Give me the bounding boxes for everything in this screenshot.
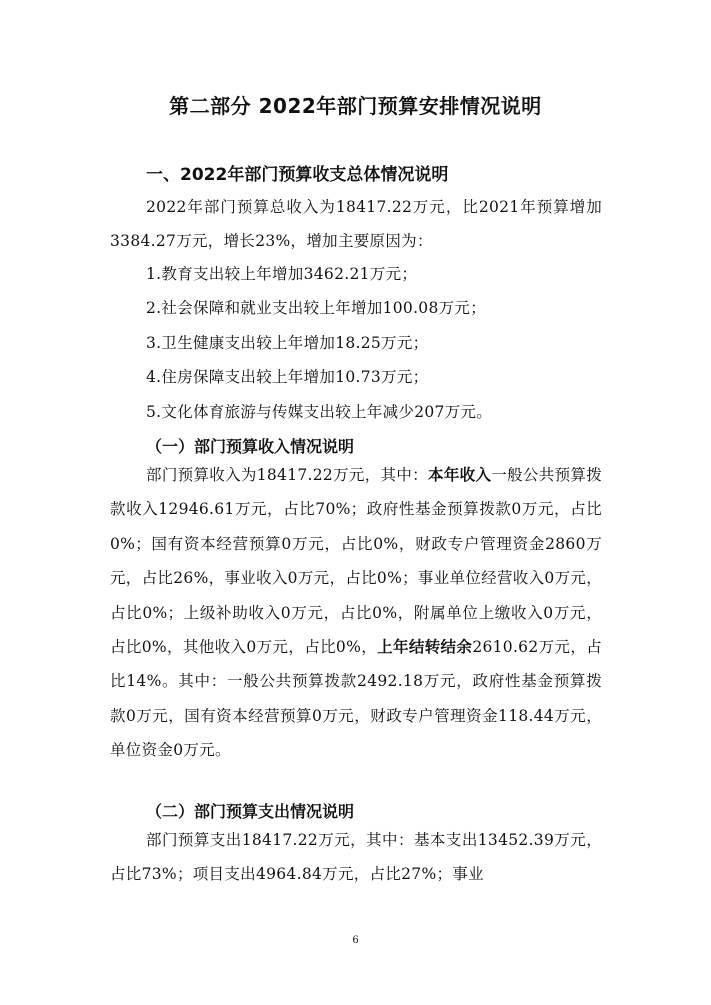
income-text-2: 一般公共预算拨款收入12946.61万元，占比70%；政府性基金预算拨款0万元，占比0%；国有资本经营预算0万元，占比0%，财政专户管理资金2860万元，占比26%，事业收入0万元，占比0%；事业单位经营收入0万元，占比0%；上级补助收入0万元，占比0%，附属单位上缴收入0万元，占比0%，其他收入0万元，占比0%， (110, 466, 603, 657)
reason-item-3: 3.卫生健康支出较上年增加18.25万元； (146, 334, 429, 352)
expense-heading: （二）部门预算支出情况说明 (146, 802, 355, 821)
page-title: 第二部分 2022年部门预算安排情况说明 (169, 94, 542, 118)
reason-item-1: 1.教育支出较上年增加3462.21万元； (146, 265, 418, 283)
income-heading: （一）部门预算收入情况说明 (146, 437, 355, 456)
reason-item-2: 2.社会保障和就业支出较上年增加100.08万元； (146, 299, 487, 317)
income-paragraph (110, 458, 602, 768)
overview-paragraph: 2022年部门预算总收入为18417.22万元，比2021年预算增加3384.27万元，增长23%，增加主要原因为： (110, 198, 602, 251)
income-text-3: 2610.62万元，占比14%。其中：一般公共预算拨款2492.18万元，政府性基金预算拨款0万元，国有资本经营预算0万元，财政专户管理资金118.44万元，单位资金0万元。 (110, 638, 602, 760)
section-heading-overview: 一、2022年部门预算收支总体情况说明 (146, 165, 449, 185)
expense-paragraph: 部门预算支出18417.22万元，其中：基本支出13452.39万元，占比73%；项目支出4964.84万元，占比27%；事业 (110, 831, 602, 884)
income-carryover-label: 上年结转结余 (377, 638, 473, 657)
page-number: 6 (352, 935, 359, 946)
income-current-year-label: 本年收入 (428, 466, 492, 484)
reason-item-4: 4.住房保障支出较上年增加10.73万元； (146, 368, 429, 386)
income-text-1: 部门预算收入为18417.22万元，其中： (146, 466, 429, 484)
reason-item-5: 5.文化体育旅游与传媒支出较上年减少207万元。 (146, 403, 493, 421)
